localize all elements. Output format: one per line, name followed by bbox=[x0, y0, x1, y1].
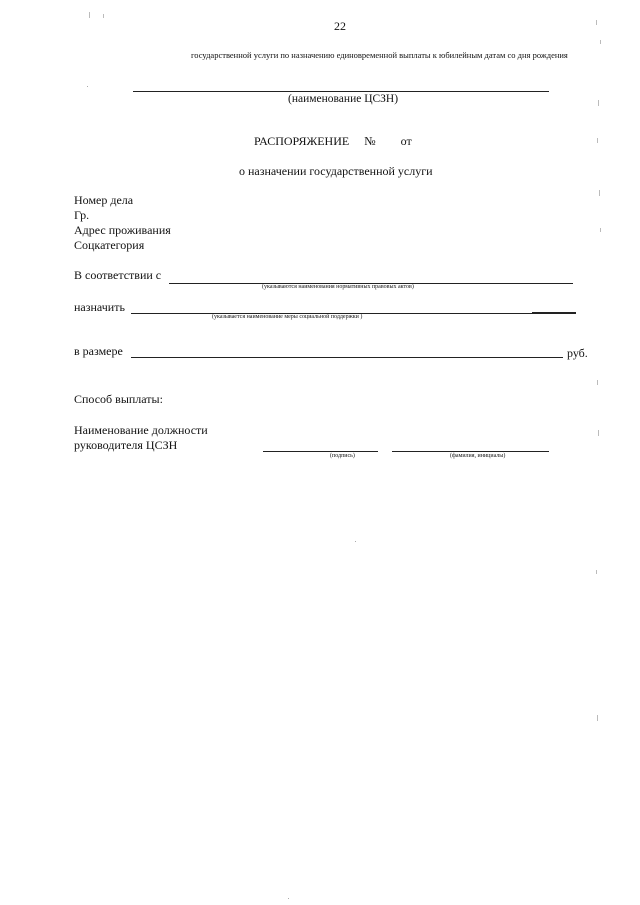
address-label: Адрес проживания bbox=[74, 223, 171, 237]
scan-mark bbox=[597, 138, 598, 143]
order-subject: о назначении государственной услуги bbox=[239, 164, 433, 178]
name-caption: (фамилия, инициалы) bbox=[450, 453, 506, 459]
scan-mark bbox=[598, 100, 599, 106]
citizen-label: Гр. bbox=[74, 208, 90, 222]
scan-mark bbox=[596, 570, 597, 574]
scan-mark bbox=[288, 898, 289, 899]
order-title bbox=[254, 134, 412, 149]
scan-mark bbox=[598, 430, 599, 436]
scan-mark bbox=[597, 715, 598, 721]
signature-caption: (подпись) bbox=[330, 453, 355, 459]
office-caption: (наименование ЦСЗН) bbox=[288, 93, 399, 105]
amount-label: в размере bbox=[74, 344, 123, 358]
amount-currency: руб. bbox=[567, 346, 588, 360]
assign-caption: (указывается наименование меры социальной поддержки ) bbox=[212, 314, 363, 320]
according-caption: (указываются наименования нормативных правовых актов) bbox=[262, 284, 414, 290]
case-number-label: Номер дела bbox=[74, 193, 134, 207]
position-title-line2: руководителя ЦСЗН bbox=[74, 438, 178, 452]
scan-mark bbox=[596, 20, 597, 25]
assign-line-end bbox=[532, 312, 576, 314]
office-name-line bbox=[133, 91, 549, 92]
order-date-prefix: от bbox=[400, 134, 412, 148]
payment-method-label: Способ выплаты: bbox=[74, 392, 163, 406]
position-title-line1: Наименование должности bbox=[74, 423, 208, 437]
social-category-label: Соцкатегория bbox=[74, 238, 145, 252]
according-label: В соответствии с bbox=[74, 268, 162, 282]
scan-mark bbox=[89, 12, 90, 18]
signature-line bbox=[263, 451, 378, 452]
scan-mark bbox=[600, 40, 601, 44]
scan-mark bbox=[103, 14, 104, 18]
scan-mark bbox=[597, 380, 598, 385]
scan-mark bbox=[355, 541, 356, 542]
header-note: государственной услуги по назначению единовременной выплаты к юбилейным датам со дня рождения bbox=[191, 50, 568, 60]
name-line bbox=[392, 451, 549, 452]
order-number-sign: № bbox=[364, 134, 376, 148]
page-number: 22 bbox=[334, 19, 346, 33]
scan-mark bbox=[600, 228, 601, 232]
amount-line bbox=[131, 357, 563, 358]
assign-label: назначить bbox=[74, 300, 125, 314]
scan-mark bbox=[87, 86, 88, 87]
order-title-text: РАСПОРЯЖЕНИЕ bbox=[254, 134, 350, 148]
scan-mark bbox=[599, 190, 600, 196]
